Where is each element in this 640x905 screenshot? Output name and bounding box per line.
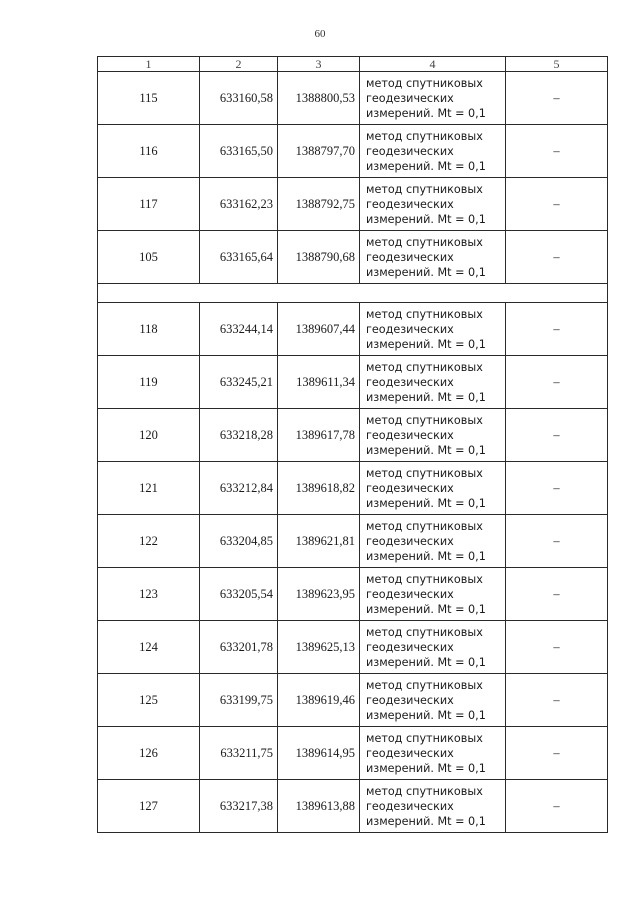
y-coordinate: 1389623,95 xyxy=(278,568,360,621)
method-line: геодезических xyxy=(366,322,454,336)
note-value: – xyxy=(553,249,560,264)
point-number: 125 xyxy=(98,674,200,727)
coordinates-table xyxy=(97,56,608,833)
method-description xyxy=(360,727,506,780)
method-description xyxy=(360,462,506,515)
method-line: геодезических xyxy=(366,428,454,442)
column-header-4: 4 xyxy=(360,57,506,72)
note-value: – xyxy=(553,586,560,601)
note-value: – xyxy=(553,745,560,760)
point-number: 120 xyxy=(98,409,200,462)
note-cell xyxy=(506,727,608,780)
x-coordinate: 633212,84 xyxy=(200,462,278,515)
method-description xyxy=(360,568,506,621)
method-description xyxy=(360,409,506,462)
y-coordinate: 1389618,82 xyxy=(278,462,360,515)
method-description xyxy=(360,125,506,178)
note-value: – xyxy=(553,692,560,707)
note-cell xyxy=(506,356,608,409)
note-cell xyxy=(506,674,608,727)
group-separator-cell xyxy=(98,284,608,303)
note-cell xyxy=(506,303,608,356)
table-row xyxy=(98,178,608,231)
method-line: геодезических xyxy=(366,746,454,760)
method-line: измерений. Mt = 0,1 xyxy=(366,265,486,279)
note-cell xyxy=(506,231,608,284)
table-row xyxy=(98,409,608,462)
point-number: 119 xyxy=(98,356,200,409)
table-row xyxy=(98,125,608,178)
note-value: – xyxy=(553,196,560,211)
point-number: 116 xyxy=(98,125,200,178)
method-line: геодезических xyxy=(366,587,454,601)
y-coordinate: 1389614,95 xyxy=(278,727,360,780)
x-coordinate: 633204,85 xyxy=(200,515,278,568)
table-row xyxy=(98,356,608,409)
note-value: – xyxy=(553,798,560,813)
note-cell xyxy=(506,568,608,621)
note-cell xyxy=(506,125,608,178)
point-number: 126 xyxy=(98,727,200,780)
method-line: метод спутниковых xyxy=(366,413,483,427)
point-number: 117 xyxy=(98,178,200,231)
x-coordinate: 633162,23 xyxy=(200,178,278,231)
point-number: 127 xyxy=(98,780,200,833)
note-value: – xyxy=(553,90,560,105)
table-row xyxy=(98,72,608,125)
x-coordinate: 633217,38 xyxy=(200,780,278,833)
method-description xyxy=(360,178,506,231)
x-coordinate: 633201,78 xyxy=(200,621,278,674)
method-line: метод спутниковых xyxy=(366,182,483,196)
table-row xyxy=(98,303,608,356)
method-line: измерений. Mt = 0,1 xyxy=(366,496,486,510)
method-description xyxy=(360,303,506,356)
table-row xyxy=(98,621,608,674)
y-coordinate: 1389607,44 xyxy=(278,303,360,356)
note-value: – xyxy=(553,639,560,654)
method-line: геодезических xyxy=(366,799,454,813)
method-line: геодезических xyxy=(366,640,454,654)
table-row xyxy=(98,515,608,568)
method-line: метод спутниковых xyxy=(366,625,483,639)
method-line: геодезических xyxy=(366,693,454,707)
method-description xyxy=(360,231,506,284)
column-header-2: 2 xyxy=(200,57,278,72)
method-line: измерений. Mt = 0,1 xyxy=(366,708,486,722)
method-line: метод спутниковых xyxy=(366,466,483,480)
method-line: геодезических xyxy=(366,481,454,495)
note-cell xyxy=(506,462,608,515)
note-cell xyxy=(506,780,608,833)
column-header-3: 3 xyxy=(278,57,360,72)
table-row xyxy=(98,462,608,515)
table-row xyxy=(98,727,608,780)
point-number: 118 xyxy=(98,303,200,356)
table-row xyxy=(98,674,608,727)
group-separator-row xyxy=(98,284,608,303)
method-line: метод спутниковых xyxy=(366,731,483,745)
note-value: – xyxy=(553,480,560,495)
note-value: – xyxy=(553,143,560,158)
method-line: метод спутниковых xyxy=(366,360,483,374)
note-cell xyxy=(506,72,608,125)
table-row xyxy=(98,231,608,284)
method-line: измерений. Mt = 0,1 xyxy=(366,159,486,173)
method-line: геодезических xyxy=(366,197,454,211)
method-description xyxy=(360,72,506,125)
method-line: метод спутниковых xyxy=(366,307,483,321)
y-coordinate: 1388800,53 xyxy=(278,72,360,125)
x-coordinate: 633165,64 xyxy=(200,231,278,284)
x-coordinate: 633199,75 xyxy=(200,674,278,727)
method-line: геодезических xyxy=(366,375,454,389)
y-coordinate: 1388790,68 xyxy=(278,231,360,284)
point-number: 115 xyxy=(98,72,200,125)
method-description xyxy=(360,780,506,833)
y-coordinate: 1389613,88 xyxy=(278,780,360,833)
method-line: геодезических xyxy=(366,250,454,264)
point-number: 124 xyxy=(98,621,200,674)
method-description xyxy=(360,356,506,409)
point-number: 105 xyxy=(98,231,200,284)
note-cell xyxy=(506,515,608,568)
x-coordinate: 633205,54 xyxy=(200,568,278,621)
method-line: измерений. Mt = 0,1 xyxy=(366,390,486,404)
method-line: метод спутниковых xyxy=(366,129,483,143)
table-row xyxy=(98,780,608,833)
method-line: измерений. Mt = 0,1 xyxy=(366,106,486,120)
x-coordinate: 633245,21 xyxy=(200,356,278,409)
x-coordinate: 633160,58 xyxy=(200,72,278,125)
method-line: измерений. Mt = 0,1 xyxy=(366,655,486,669)
method-line: геодезических xyxy=(366,534,454,548)
note-cell xyxy=(506,621,608,674)
y-coordinate: 1388792,75 xyxy=(278,178,360,231)
method-description xyxy=(360,621,506,674)
x-coordinate: 633244,14 xyxy=(200,303,278,356)
method-line: измерений. Mt = 0,1 xyxy=(366,549,486,563)
y-coordinate: 1389617,78 xyxy=(278,409,360,462)
point-number: 123 xyxy=(98,568,200,621)
note-cell xyxy=(506,178,608,231)
point-number: 122 xyxy=(98,515,200,568)
method-description xyxy=(360,515,506,568)
y-coordinate: 1388797,70 xyxy=(278,125,360,178)
method-line: измерений. Mt = 0,1 xyxy=(366,212,486,226)
x-coordinate: 633165,50 xyxy=(200,125,278,178)
method-line: измерений. Mt = 0,1 xyxy=(366,443,486,457)
method-line: метод спутниковых xyxy=(366,235,483,249)
y-coordinate: 1389611,34 xyxy=(278,356,360,409)
method-line: измерений. Mt = 0,1 xyxy=(366,602,486,616)
method-line: геодезических xyxy=(366,144,454,158)
method-line: метод спутниковых xyxy=(366,678,483,692)
method-description xyxy=(360,674,506,727)
method-line: измерений. Mt = 0,1 xyxy=(366,761,486,775)
method-line: измерений. Mt = 0,1 xyxy=(366,814,486,828)
point-number: 121 xyxy=(98,462,200,515)
method-line: метод спутниковых xyxy=(366,572,483,586)
method-line: метод спутниковых xyxy=(366,519,483,533)
method-line: измерений. Mt = 0,1 xyxy=(366,337,486,351)
note-value: – xyxy=(553,321,560,336)
method-line: метод спутниковых xyxy=(366,784,483,798)
table-header-row xyxy=(98,57,608,72)
page-number: 60 xyxy=(314,28,326,40)
method-line: геодезических xyxy=(366,91,454,105)
note-value: – xyxy=(553,533,560,548)
column-header-1: 1 xyxy=(98,57,200,72)
note-cell xyxy=(506,409,608,462)
note-value: – xyxy=(553,374,560,389)
column-header-5: 5 xyxy=(506,57,608,72)
y-coordinate: 1389625,13 xyxy=(278,621,360,674)
x-coordinate: 633218,28 xyxy=(200,409,278,462)
table-row xyxy=(98,568,608,621)
method-line: метод спутниковых xyxy=(366,76,483,90)
note-value: – xyxy=(553,427,560,442)
y-coordinate: 1389619,46 xyxy=(278,674,360,727)
x-coordinate: 633211,75 xyxy=(200,727,278,780)
y-coordinate: 1389621,81 xyxy=(278,515,360,568)
